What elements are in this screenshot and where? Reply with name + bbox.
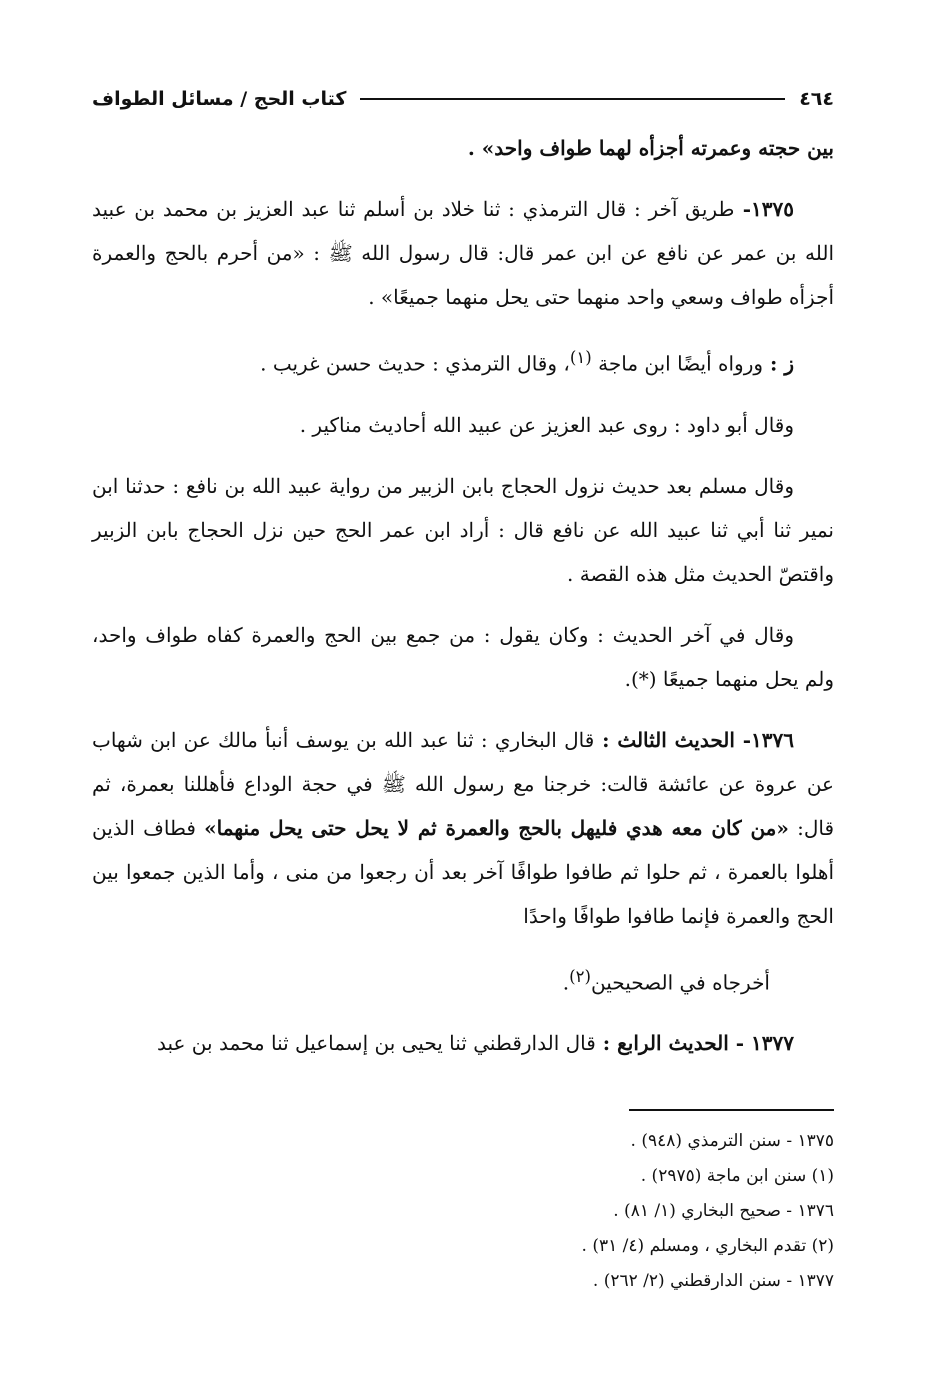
takhrij-paragraph: أخرجاه في الصحيحين$^{(٢)}$. — [562, 966, 770, 995]
footnote-item: ١٣٧٧ - سنن الدارقطني (٢/ ٢٦٢) . — [592, 1271, 834, 1291]
footnote-ref-2: (٢) — [569, 966, 592, 986]
hadith-1376: ١٣٧٦- الحديث الثالث : قال البخاري : ثنا عبد الله بن يوسف أنبأ مالك عن ابن شهاب عن عروة عن عائشة قالت: خرجنا مع رسول الله ﷺ في حجة الوداع فأهللنا بعمرة، ثم قال: «من كان معه هدي فليهل بالحج والعمرة ثم لا يحل حتى يحل منهما» فطاف الذين أهلوا بالعمرة ، ثم حلوا ثم طافوا طوافًا آخر بعد أن رجعوا من منى ، وأما الذين جمعوا بين الحج والعمرة فإنما طافوا طوافًا واحدًا — [92, 727, 835, 928]
footnote-ref-1: (١) — [569, 348, 592, 367]
footnote-item: (٢) تقدم البخاري ، ومسلم (٤/ ٣١) . — [581, 1236, 834, 1256]
hadith-quote: «من كان معه هدي فليهل بالحج والعمرة ثم لا يحل حتى يحل منهما» — [204, 815, 789, 840]
hadith-1377: ١٣٧٧ - الحديث الرابع : قال الدارقطني ثنا يحيى بن إسماعيل ثنا محمد بن عبد — [156, 1031, 794, 1056]
hadith-label: الحديث الثالث : — [594, 727, 735, 752]
footnote-separator — [629, 1109, 834, 1111]
hadith-label: الحديث الرابع : — [595, 1031, 729, 1056]
page-number: ٤٦٤ — [799, 88, 834, 110]
footnote-item: (١) سنن ابن ماجة (٢٩٧٥) . — [640, 1166, 834, 1186]
footnotes — [334, 1124, 834, 1299]
paragraph-continuation: بين حجته وعمرته أجزأه لهما طواف واحد» . — [467, 136, 834, 160]
hadith-number: ١٣٧٦- — [734, 727, 795, 752]
running-header — [92, 82, 834, 116]
muslim-paragraph: وقال مسلم بعد حديث نزول الحجاج بابن الزبير من رواية عبيد الله بن نافع : حدثنا ابن نمير ثنا أبي ثنا عبيد الله عن نافع قال : أراد ابن عمر الحج حين نزل الحجاج بابن الزبير واقتصّ الحديث مثل هذه القصة . — [92, 473, 834, 586]
running-title: كتاب الحج / مسائل الطواف — [92, 88, 347, 110]
hadith-1375: ١٣٧٥- طريق آخر : قال الترمذي : ثنا خلاد بن أسلم ثنا عبد العزيز بن محمد بن عبيد الله بن عمر عن نافع عن ابن عمر قال: قال رسول الله ﷺ : «من أحرم بالحج والعمرة أجزأه طواف وسعي واحد منهما حتى يحل منهما جميعًا» . — [92, 197, 834, 309]
hadith-number: ١٣٧٥- — [734, 197, 795, 221]
footnote-item: ١٣٧٥ - سنن الترمذي (٩٤٨) . — [630, 1131, 834, 1151]
header-rule — [360, 98, 785, 100]
hadith-end-paragraph: وقال في آخر الحديث : وكان يقول : من جمع بين الحج والعمرة كفاه طواف واحد، ولم يحل منهما جميعًا (*). — [92, 622, 834, 691]
hadith-number: ١٣٧٧ - — [728, 1031, 794, 1056]
zay-marker: ز : — [763, 351, 794, 376]
footnote-item: ١٣٧٦ - صحيح البخاري (١/ ٨١) . — [613, 1201, 834, 1221]
abu-dawud-paragraph: وقال أبو داود : روى عبد العزيز عن عبيد الله أحاديث مناكير . — [299, 412, 794, 437]
commentary-paragraph: ز : ورواه أيضًا ابن ماجة $^{(١)}$، وقال الترمذي : حديث حسن غريب . — [260, 348, 794, 376]
main-text — [92, 126, 834, 1082]
